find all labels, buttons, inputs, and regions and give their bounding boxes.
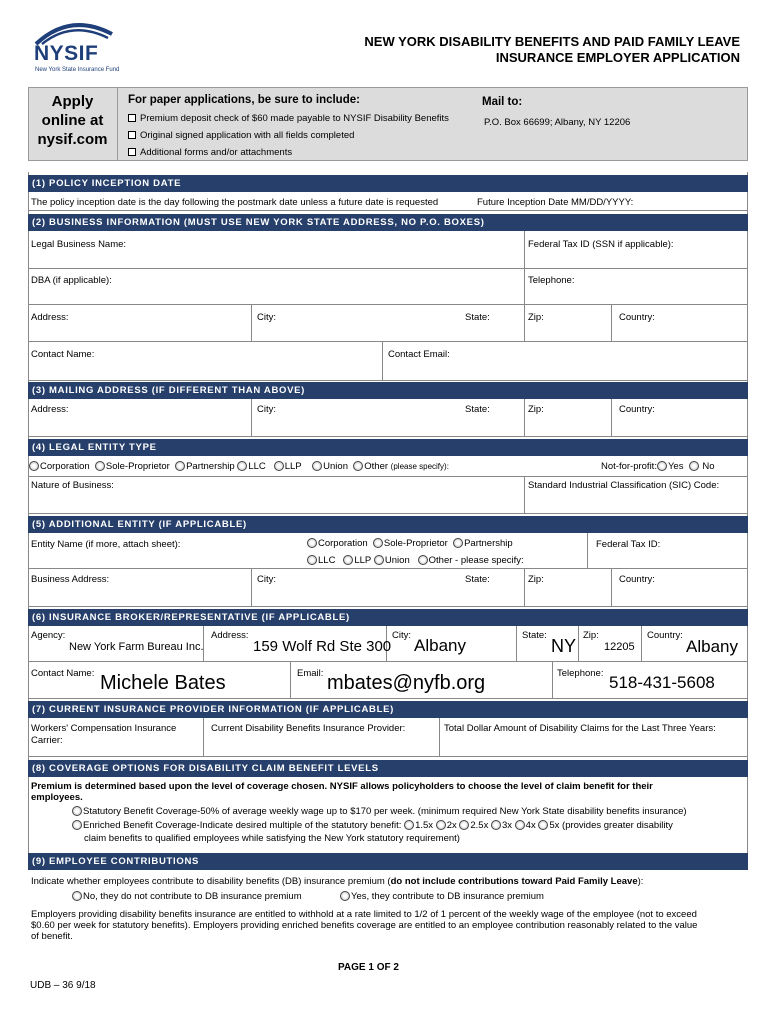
- city-field[interactable]: City:: [257, 312, 276, 323]
- section-1-header: (1) POLICY INCEPTION DATE: [28, 175, 748, 192]
- radio-enriched[interactable]: [72, 820, 82, 830]
- page-number: PAGE 1 OF 2: [338, 962, 399, 973]
- state-field[interactable]: State:: [465, 312, 490, 323]
- contribution-yes-option: Yes, they contribute to DB insurance premium: [340, 891, 544, 902]
- zip-field[interactable]: Zip:: [528, 312, 544, 323]
- broker-email-value[interactable]: mbates@nyfb.org: [327, 672, 486, 694]
- radio-corporation[interactable]: [29, 461, 39, 471]
- telephone-field[interactable]: Telephone:: [528, 275, 575, 286]
- additional-entity-name-field[interactable]: Entity Name (if more, attach sheet):: [31, 539, 181, 550]
- agency-label: Agency:: [31, 630, 66, 641]
- future-inception-date-field[interactable]: Future Inception Date MM/DD/YYYY:: [477, 197, 634, 208]
- mailing-city-field[interactable]: City:: [257, 404, 276, 415]
- section-3-header: (3) MAILING ADDRESS (IF DIFFERENT THAN ABOVE): [28, 382, 748, 399]
- radio-sole-proprietor[interactable]: [95, 461, 105, 471]
- document-title: NEW YORK DISABILITY BENEFITS AND PAID FAMILY LEAVE INSURANCE EMPLOYER APPLICATION: [364, 34, 740, 65]
- broker-zip-label: Zip:: [583, 630, 599, 641]
- additional-state-field[interactable]: State:: [465, 574, 490, 585]
- broker-country-label: Country:: [647, 630, 683, 641]
- radio-add-union[interactable]: [374, 555, 384, 565]
- broker-address-label: Address:: [211, 630, 249, 641]
- radio-add-llc[interactable]: [307, 555, 317, 565]
- radio-add-llp[interactable]: [343, 555, 353, 565]
- radio-union[interactable]: [312, 461, 322, 471]
- apply-online-callout: Apply online at nysif.com: [28, 87, 118, 161]
- radio-add-other[interactable]: [418, 555, 428, 565]
- contribution-paragraph: Employers providing disability benefits insurance are entitled to withhold at a rate limited to 1/2 of 1 percent of the weekly wage of the employee (not to exceed $0.60 per week for statutory benefits). Employers providing enriched benefits coverage are entitled to an employee contribution reasonably related to the value of benefit.: [31, 909, 698, 942]
- radio-3x[interactable]: [491, 820, 501, 830]
- not-for-profit-options: Not-for-profit: Yes No: [601, 461, 715, 472]
- checkbox-icon: [128, 131, 136, 139]
- additional-business-address-field[interactable]: Business Address:: [31, 574, 110, 585]
- additional-fein-field[interactable]: Federal Tax ID:: [596, 539, 661, 550]
- mailing-state-field[interactable]: State:: [465, 404, 490, 415]
- radio-add-partnership[interactable]: [453, 538, 463, 548]
- additional-entity-type-row1: Corporation Sole-Proprietor Partnership: [307, 538, 513, 549]
- mailing-zip-field[interactable]: Zip:: [528, 404, 544, 415]
- fein-field[interactable]: Federal Tax ID (SSN if applicable):: [528, 239, 674, 250]
- paper-heading: For paper applications, be sure to include:: [128, 94, 360, 106]
- contribution-no-option: No, they do not contribute to DB insurance premium: [72, 891, 302, 902]
- mail-address: P.O. Box 66699; Albany, NY 12206: [484, 117, 631, 128]
- broker-city-value[interactable]: Albany: [414, 636, 466, 655]
- country-field[interactable]: Country:: [619, 312, 655, 323]
- sic-code-field[interactable]: Standard Industrial Classification (SIC) Code:: [528, 480, 720, 491]
- radio-nfp-yes[interactable]: [657, 461, 667, 471]
- contact-email-field[interactable]: Contact Email:: [388, 349, 450, 360]
- radio-partnership[interactable]: [175, 461, 185, 471]
- broker-phone-label: Telephone:: [557, 668, 604, 679]
- form-code: UDB – 36 9/18: [30, 980, 96, 991]
- section-9-header: (9) EMPLOYEE CONTRIBUTIONS: [28, 853, 748, 870]
- additional-zip-field[interactable]: Zip:: [528, 574, 544, 585]
- broker-state-label: State:: [522, 630, 547, 641]
- nysif-logo: NYSIF: [34, 42, 99, 65]
- checkbox-icon: [128, 114, 136, 122]
- radio-nfp-no[interactable]: [689, 461, 699, 471]
- radio-llc[interactable]: [237, 461, 247, 471]
- radio-1-5x[interactable]: [404, 820, 414, 830]
- enriched-option: Enriched Benefit Coverage-Indicate desired multiple of the statutory benefit: 1.5x 2x 2.5x 3x 4x 5x (provides greater disability: [72, 820, 673, 831]
- paper-item: Additional forms and/or attachments: [128, 147, 292, 158]
- broker-address-value[interactable]: 159 Wolf Rd Ste 300: [253, 638, 392, 655]
- coverage-intro: Premium is determined based upon the level of coverage chosen. NYSIF allows policyholders to choose the level of claim benefit for their employees.: [31, 781, 653, 803]
- db-provider-field[interactable]: Current Disability Benefits Insurance Provider:: [211, 723, 406, 734]
- section-5-header: (5) ADDITIONAL ENTITY (IF APPLICABLE): [28, 516, 748, 533]
- agency-value[interactable]: New York Farm Bureau Inc.: [69, 641, 204, 653]
- inception-note: The policy inception date is the day following the postmark date unless a future date is requested: [31, 197, 439, 208]
- section-7-header: (7) CURRENT INSURANCE PROVIDER INFORMATION (IF APPLICABLE): [28, 701, 748, 718]
- radio-llp[interactable]: [274, 461, 284, 471]
- mailing-country-field[interactable]: Country:: [619, 404, 655, 415]
- broker-state-value[interactable]: NY: [551, 636, 577, 656]
- logo-subtitle: New York State Insurance Fund: [35, 67, 120, 73]
- dba-field[interactable]: DBA (if applicable):: [31, 275, 112, 286]
- claims-total-field[interactable]: Total Dollar Amount of Disability Claims for the Last Three Years:: [444, 723, 716, 734]
- broker-city-label: City:: [392, 630, 411, 641]
- radio-2-5x[interactable]: [459, 820, 469, 830]
- enriched-note: claim benefits to qualified employees while satisfying the New York statutory requirement): [84, 833, 460, 844]
- nature-of-business-field[interactable]: Nature of Business:: [31, 480, 114, 491]
- section-6-header: (6) INSURANCE BROKER/REPRESENTATIVE (IF APPLICABLE): [28, 609, 748, 626]
- broker-contact-label: Contact Name:: [31, 668, 95, 679]
- radio-contrib-yes[interactable]: [340, 891, 350, 901]
- additional-country-field[interactable]: Country:: [619, 574, 655, 585]
- section-8-header: (8) COVERAGE OPTIONS FOR DISABILITY CLAIM BENEFIT LEVELS: [28, 760, 748, 777]
- radio-2x[interactable]: [436, 820, 446, 830]
- mail-to-heading: Mail to:: [482, 96, 523, 108]
- radio-statutory[interactable]: [72, 806, 82, 816]
- section-2-header: (2) BUSINESS INFORMATION (MUST USE NEW YORK STATE ADDRESS, NO P.O. BOXES): [28, 214, 748, 231]
- section-4-header: (4) LEGAL ENTITY TYPE: [28, 439, 748, 456]
- broker-phone-value[interactable]: 518-431-5608: [609, 673, 715, 692]
- paper-item: Premium deposit check of $60 made payable to NYSIF Disability Benefits: [128, 113, 449, 124]
- radio-4x[interactable]: [515, 820, 525, 830]
- entity-type-options: Corporation Sole-Proprietor Partnership LLC LLP Union Other (please specify):: [29, 461, 449, 472]
- broker-contact-value[interactable]: Michele Bates: [100, 672, 226, 694]
- mailing-address-field[interactable]: Address:: [31, 404, 69, 415]
- paper-item: Original signed application with all fields completed: [128, 130, 354, 141]
- contact-name-field[interactable]: Contact Name:: [31, 349, 95, 360]
- radio-contrib-no[interactable]: [72, 891, 82, 901]
- legal-business-name-field[interactable]: Legal Business Name:: [31, 239, 127, 250]
- wc-carrier-field[interactable]: Workers' Compensation Insurance Carrier:: [31, 723, 177, 746]
- radio-5x[interactable]: [538, 820, 548, 830]
- additional-entity-type-row2: LLC LLP Union Other - please specify:: [307, 555, 524, 566]
- additional-city-field[interactable]: City:: [257, 574, 276, 585]
- address-field[interactable]: Address:: [31, 312, 69, 323]
- radio-add-corporation[interactable]: [307, 538, 317, 548]
- statutory-option: Statutory Benefit Coverage-50% of average weekly wage up to $170 per week. (minimum required New York State disability benefits insurance): [72, 806, 687, 817]
- broker-zip-value[interactable]: 12205: [604, 641, 635, 653]
- broker-email-label: Email:: [297, 668, 324, 679]
- checkbox-icon: [128, 148, 136, 156]
- radio-add-sole-proprietor[interactable]: [373, 538, 383, 548]
- radio-other[interactable]: [353, 461, 363, 471]
- contribution-question: Indicate whether employees contribute to disability benefits (DB) insurance premium (do not include contributions toward Paid Family Leave):: [31, 876, 644, 887]
- broker-country-value[interactable]: Albany: [686, 637, 738, 656]
